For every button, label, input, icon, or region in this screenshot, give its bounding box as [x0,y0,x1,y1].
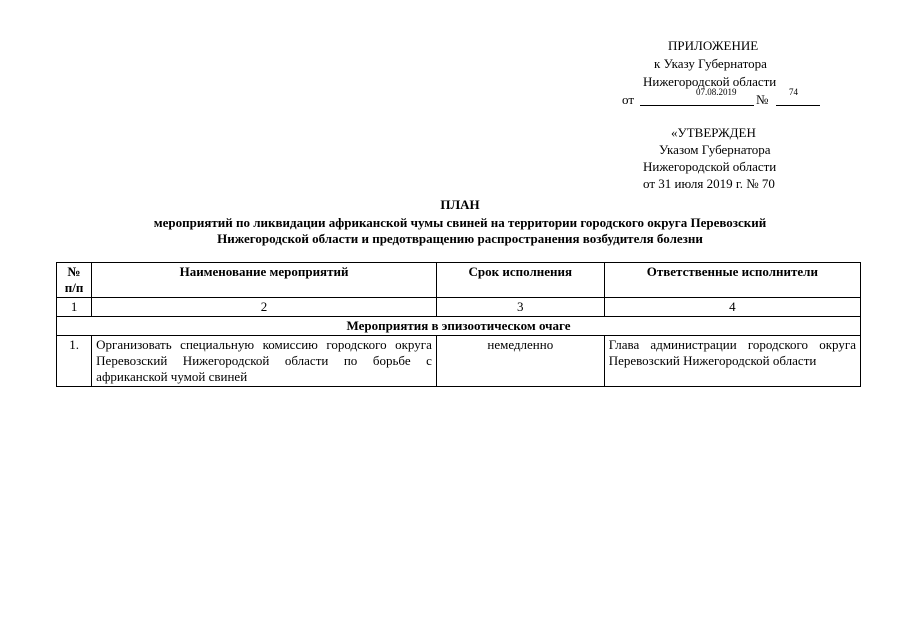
number-underline [776,105,820,106]
row-deadline: немедленно [436,336,604,387]
row-number: 1. [57,336,92,387]
column-number-2: 2 [92,298,437,317]
header-number: № п/п [57,263,92,298]
approved-line-3: Нижегородской области [643,159,777,174]
header-responsible: Ответственные исполнители [604,263,860,298]
column-number-row [57,298,861,317]
plan-subtitle-line-2: Нижегородской области и предотвращению распространения возбудителя болезни [217,231,703,246]
approved-line-4: от 31 июля 2019 г. № 70 [643,176,775,191]
decree-number: 74 [789,87,798,97]
plan-table [56,262,861,387]
approved-line-1: «УТВЕРЖДЕН [671,125,756,140]
date-underline [640,105,754,106]
appendix-line-2: к Указу Губернатора [654,56,767,71]
header-deadline: Срок исполнения [436,263,604,298]
row-responsible: Глава администрации городского округа Перевозский Нижегородской области [604,336,860,387]
row-action: Организовать специальную комиссию городского округа Перевозский Нижегородской области по борьбе с африканской чумой свиней [92,336,437,387]
decree-date: 07.08.2019 [696,87,737,97]
column-number-1: 1 [57,298,92,317]
appendix-block [560,37,880,109]
table-row [57,336,861,387]
column-number-4: 4 [604,298,860,317]
plan-heading: ПЛАН [440,197,480,212]
table-header-row [57,263,861,298]
column-number-3: 3 [436,298,604,317]
appendix-title: ПРИЛОЖЕНИЕ [668,38,759,53]
section-row [57,317,861,336]
plan-subtitle-line-1: мероприятий по ликвидации африканской чумы свиней на территории городского округа Перевозский [153,215,767,230]
header-action: Наименование мероприятий [92,263,437,298]
from-label: от [622,92,635,107]
appendix-date-number-line [560,87,880,109]
approved-block [560,124,880,192]
appendix-line-3: Нижегородской области [643,74,777,89]
number-label: № [756,92,769,107]
approved-line-2: Указом Губернатора [659,142,771,157]
section-title: Мероприятия в эпизоотическом очаге [57,317,861,336]
